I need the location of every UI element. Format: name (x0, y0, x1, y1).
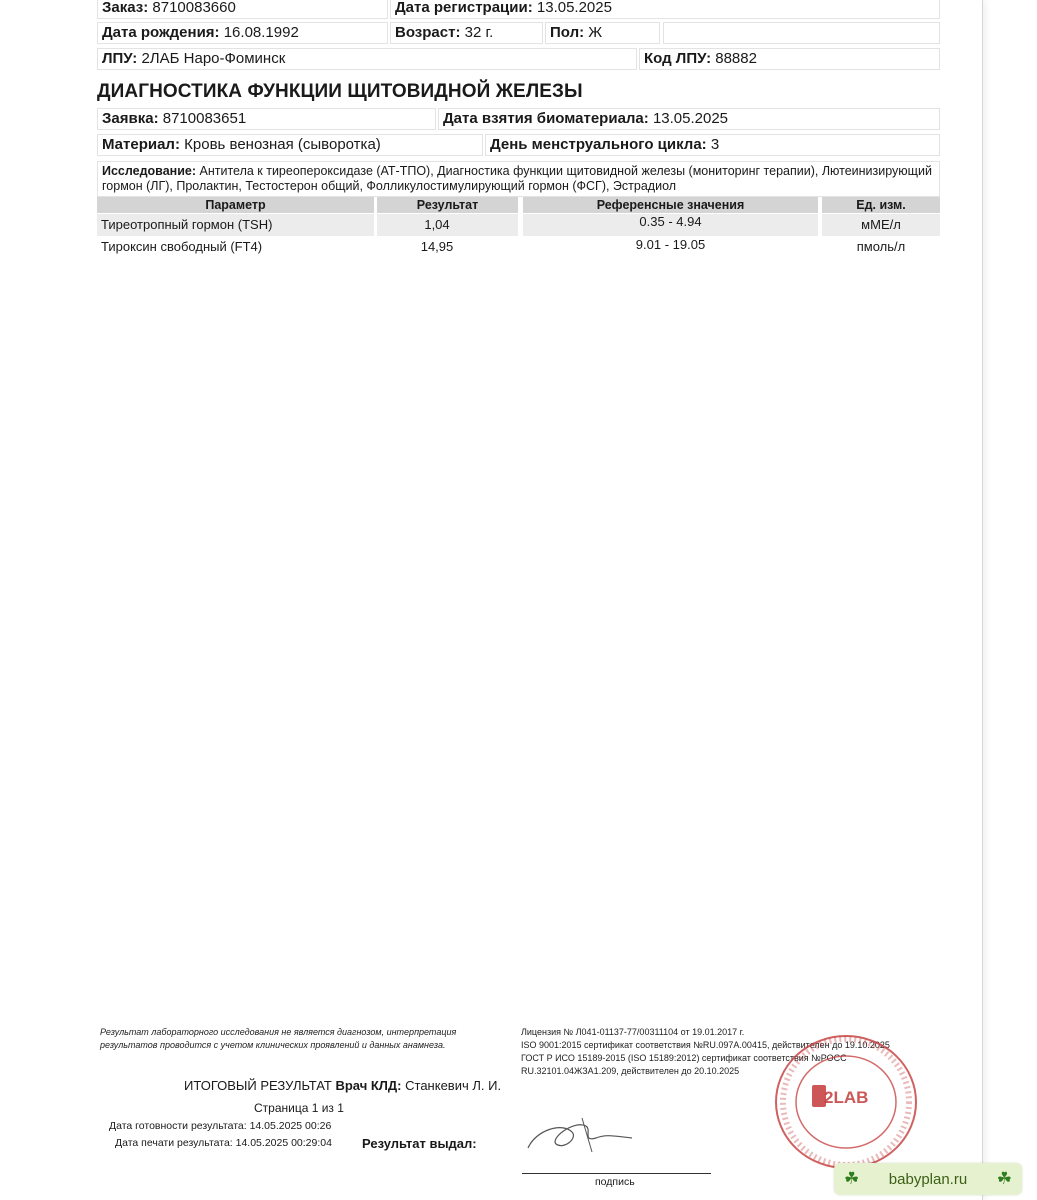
lpu-label: ЛПУ: (102, 50, 138, 67)
age-value: 32 г. (464, 24, 494, 41)
stamp-icon (772, 1032, 920, 1172)
registration-value: 13.05.2025 (536, 0, 612, 16)
request-label: Заявка: (102, 110, 159, 127)
biomaterial-date-label: Дата взятия биоматериала: (443, 110, 649, 127)
license-line: ГОСТ Р ИСО 15189-2015 (ISO 15189:2012) сертификат соответствия №РОСС (521, 1053, 847, 1063)
lpu-cell (97, 48, 637, 70)
study-cell (97, 161, 940, 197)
signature (522, 1112, 652, 1162)
biomaterial-date-cell (438, 108, 940, 130)
issued-label: Результат выдал: (362, 1136, 477, 1151)
lpu-value: 2ЛАБ Наро-Фоминск (141, 50, 286, 67)
doctor-name: Станкевич Л. И. (405, 1078, 502, 1093)
row-result: 14,95 (420, 239, 454, 254)
cycle-day-cell (485, 134, 940, 156)
signature-caption: подпись (595, 1176, 635, 1188)
registration-label: Дата регистрации: (395, 0, 533, 16)
row-result: 1,04 (424, 217, 450, 232)
sex-label: Пол: (550, 24, 585, 41)
column-header-unit: Ед. изм. (822, 197, 940, 213)
birth-date-label: Дата рождения: (102, 24, 220, 41)
final-result-line (184, 1077, 501, 1094)
study-label: Исследование: (102, 164, 197, 178)
stamp-logo-text: 2LAB (824, 1088, 869, 1107)
row-unit: пмоль/л (856, 239, 906, 254)
watermark-text: babyplan.ru (888, 1170, 968, 1188)
clover-icon: ☘ (996, 1169, 1012, 1188)
license-line: RU.32101.04ЖЗА1.209, действителен до 20.10.2025 (521, 1066, 740, 1076)
clover-icon: ☘ (844, 1169, 860, 1188)
order-value: 8710083660 (152, 0, 236, 16)
row-reference: 9.01 - 19.05 (635, 237, 706, 252)
disclaimer (100, 1026, 456, 1052)
row-reference: 0.35 - 4.94 (639, 214, 702, 229)
cycle-day-value: 3 (710, 136, 720, 153)
age-label: Возраст: (395, 24, 461, 41)
signature-line (522, 1173, 711, 1174)
material-cell (97, 134, 483, 156)
watermark-badge (834, 1163, 1022, 1195)
disclaimer-line: результатов проводится с учетом клинических проявлений и данных анамнеза. (100, 1040, 446, 1050)
final-result-label: ИТОГОВЫЙ РЕЗУЛЬТАТ (184, 1078, 332, 1093)
row-parameter: Тироксин свободный (FT4) (101, 239, 263, 254)
row-unit: мМЕ/л (861, 217, 901, 232)
license-line: ISO 9001:2015 сертификат соответствия №RU.097А.00415, действителен до 19.10.2025 (521, 1040, 890, 1050)
disclaimer-line: Результат лабораторного исследования не является диагнозом, интерпретация (100, 1027, 457, 1037)
doctor-label: Врач КЛД: (335, 1078, 402, 1093)
column-header-parameter: Параметр (97, 197, 374, 213)
material-label: Материал: (102, 136, 180, 153)
request-value: 8710083651 (162, 110, 247, 127)
column-header-result: Результат (377, 197, 518, 213)
license-line: Лицензия № Л041-01137-77/00311104 от 19.01.2017 г. (521, 1027, 745, 1037)
empty-cell (663, 22, 940, 44)
lpu-code-value: 88882 (715, 50, 757, 67)
section-title: ДИАГНОСТИКА ФУНКЦИИ ЩИТОВИДНОЙ ЖЕЛЕЗЫ (97, 81, 583, 102)
material-value: Кровь венозная (сыворотка) (184, 136, 381, 153)
sex-value: Ж (588, 24, 603, 41)
column-header-reference: Референсные значения (523, 197, 818, 213)
study-value: Антитела к тиреопероксидазе (АТ-ТПО), Диагностика функции щитовидной железы (мониторинг терапии), Лютеинизирующий гормон (ЛГ), Пролактин, Тестостерон общий, Фолликулостимулирующий гормон (ФСГ), Эстрадиол (102, 164, 932, 193)
registration-cell (390, 0, 940, 19)
cycle-day-label: День менструального цикла: (490, 136, 707, 153)
biomaterial-date-value: 13.05.2025 (652, 110, 729, 127)
age-cell (390, 22, 543, 44)
lpu-code-label: Код ЛПУ: (644, 50, 712, 67)
page-number: Страница 1 из 1 (254, 1101, 344, 1115)
birth-date-cell (97, 22, 388, 44)
ready-date: Дата готовности результата: 14.05.2025 00:26 (109, 1120, 332, 1132)
sex-cell (545, 22, 660, 44)
print-date: Дата печати результата: 14.05.2025 00:29:04 (115, 1137, 332, 1149)
order-label: Заказ: (102, 0, 149, 16)
order-cell (97, 0, 388, 19)
lpu-code-cell (639, 48, 940, 70)
row-parameter: Тиреотропный гормон (TSH) (101, 217, 273, 232)
birth-date-value: 16.08.1992 (223, 24, 299, 41)
request-cell (97, 108, 436, 130)
